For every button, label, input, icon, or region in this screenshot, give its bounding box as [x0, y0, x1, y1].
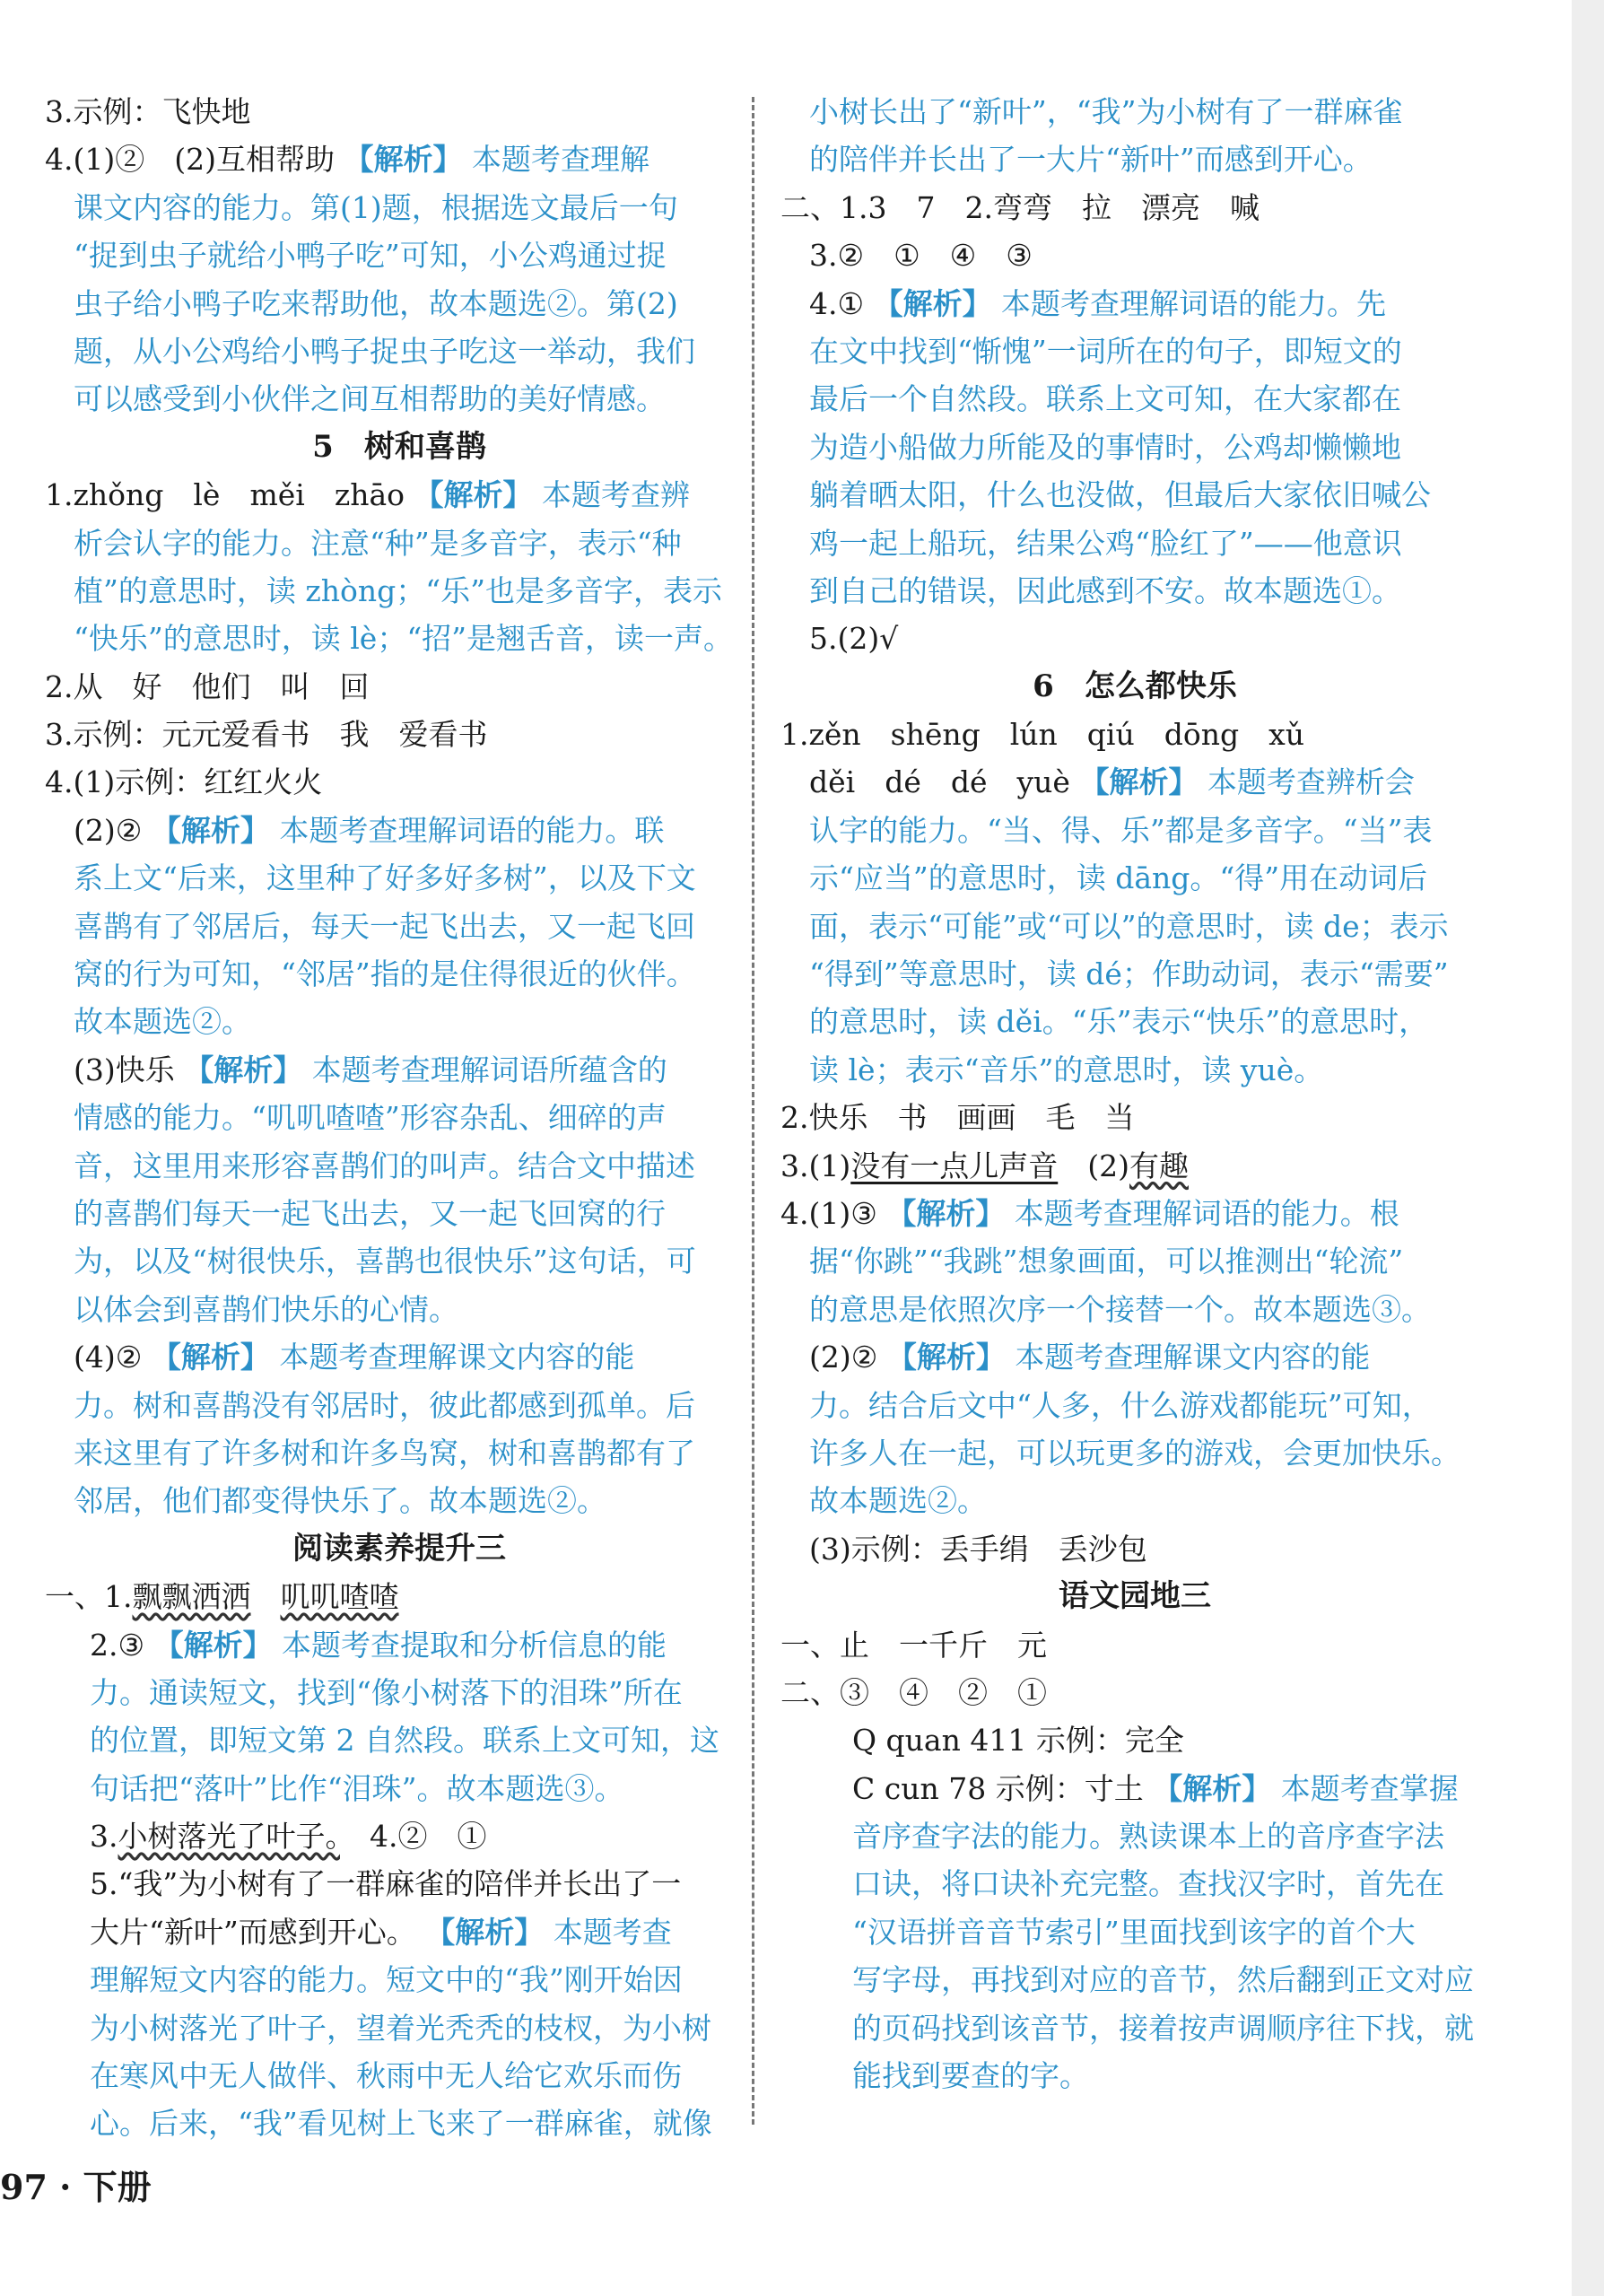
answer-line	[780, 1094, 1489, 1141]
line-text: 在寒风中无人做伴、秋雨中无人给它欢乐而伤	[90, 2058, 682, 2094]
answer-line	[780, 1621, 1489, 1669]
line-text: Q quan 411 示例：完全	[852, 1723, 1184, 1759]
answer-line	[780, 1669, 1489, 1716]
line-text: 力。树和喜鹊没有邻居时，彼此都感到孤单。后	[74, 1387, 695, 1423]
line-text: 的位置，即短文第 2 自然段。联系上文可知，这	[90, 1723, 719, 1759]
line-text: (3)快乐	[74, 1052, 185, 1087]
line-text: 小树长出了“新叶”，“我”为小树有了一群麻雀	[809, 94, 1403, 129]
answer-line	[780, 1477, 1489, 1524]
answer-line	[780, 375, 1489, 423]
answer-line	[45, 375, 754, 423]
answer-line	[780, 280, 1489, 327]
line-text: 本题考查理解课文内容的能	[1005, 1340, 1371, 1375]
answer-line	[45, 1908, 754, 1956]
line-text: 理解短文内容的能力。短文中的“我”刚开始因	[90, 1962, 683, 1998]
answer-line	[780, 1286, 1489, 1333]
line-text: 本题考查辨	[532, 477, 691, 513]
section-title	[45, 423, 754, 471]
line-text: 写字母，再找到对应的音节，然后翻到正文对应	[852, 1962, 1474, 1998]
line-text: 本题考查理解	[462, 142, 649, 178]
line-text: 鸡一起上船玩，结果公鸡“脸红了”——他意识	[809, 525, 1402, 561]
line-text: 小树落光了叶子。	[118, 1819, 340, 1855]
analysis-tag: 【 解析 】	[414, 477, 533, 512]
line-text: 的陪伴并长出了一大片“新叶”而感到开心。	[809, 142, 1373, 178]
line-text: C cun 78 示例：寸土	[852, 1770, 1154, 1806]
answer-line	[780, 135, 1489, 183]
line-text: 大片“新叶”而感到开心。	[90, 1914, 426, 1950]
answer-line	[45, 1094, 754, 1141]
line-text	[251, 1579, 281, 1614]
answer-line	[780, 615, 1489, 662]
line-text: 叽叽喳喳	[280, 1579, 399, 1615]
line-text: 来这里有了许多树和许多鸟窝，树和喜鹊都有了	[74, 1435, 695, 1471]
answer-line	[780, 1908, 1489, 1956]
answer-line	[780, 327, 1489, 375]
analysis-tag: 【 解析 】	[184, 1052, 302, 1087]
line-text: 1.zhǒng lè měi zhāo	[45, 477, 414, 513]
answer-line	[45, 2052, 754, 2100]
line-text: 3.示例：飞快地	[45, 94, 251, 129]
line-text: 窝的行为可知，“邻居”指的是住得很近的伙伴。	[74, 956, 696, 992]
answer-line	[45, 567, 754, 615]
line-text: 示“应当”的意思时，读 dāng。“得”用在动词后	[809, 860, 1428, 896]
answer-line	[45, 807, 754, 854]
line-text: 音，这里用来形容喜鹊们的叫声。结合文中描述	[74, 1148, 695, 1183]
answer-line	[780, 184, 1489, 231]
right-column	[780, 88, 1489, 2100]
answer-line	[45, 1190, 754, 1237]
answer-line	[45, 135, 754, 183]
line-text: 情感的能力。“叽叽喳喳”形容杂乱、细碎的声	[74, 1100, 667, 1136]
line-text: 的意思是依照次序一个接替一个。故本题选③。	[809, 1291, 1431, 1327]
line-text: 力。通读短文，找到“像小树落下的泪珠”所在	[90, 1674, 683, 1710]
answer-line	[45, 1382, 754, 1429]
line-text: 4.(1)③	[780, 1195, 887, 1231]
answer-line	[45, 88, 754, 135]
answer-line	[45, 280, 754, 327]
answer-line	[780, 1525, 1489, 1573]
answer-line	[780, 1333, 1489, 1381]
line-text: 最后一个自然段。联系上文可知，在大家都在	[809, 381, 1401, 417]
line-text: 许多人在一起，可以玩更多的游戏，会更加快乐。	[809, 1435, 1460, 1471]
line-text: “汉语拼音音节索引”里面找到该字的首个大	[852, 1914, 1416, 1950]
analysis-tag: 【 解析 】	[874, 286, 992, 321]
answer-line	[45, 663, 754, 711]
line-text: 喜鹊有了邻居后，每天一起飞出去，又一起飞回	[74, 908, 695, 944]
line-text: 2.快乐 书 画画 毛 当	[780, 1100, 1135, 1136]
line-text: “捉到虫子就给小鸭子吃”可知，小公鸡通过捉	[74, 238, 667, 274]
line-text: 没有一点儿声音	[850, 1148, 1059, 1183]
answer-line	[780, 567, 1489, 615]
answer-line	[780, 854, 1489, 902]
line-text: 本题考查理解词语的能力。根	[1005, 1195, 1399, 1231]
left-column	[45, 88, 754, 2148]
line-text: 课文内容的能力。第(1)题，根据选文最后一句	[74, 189, 678, 225]
line-text: 在文中找到“惭愧”一词所在的句子，即短文的	[809, 333, 1402, 369]
answer-line	[780, 1429, 1489, 1477]
line-text: 为造小船做力所能及的事情时，公鸡却懒懒地	[809, 429, 1401, 465]
line-text: 4.(1)示例：红红火火	[45, 764, 323, 800]
answer-line	[780, 88, 1489, 135]
page-edge-shadow	[1572, 0, 1604, 2296]
line-text: 读 lè；表示“音乐”的意思时，读 yuè。	[809, 1052, 1324, 1087]
line-text: 3.示例：元元爱看书 我 爱看书	[45, 717, 488, 753]
line-text: 本题考查理解词语的能力。先	[991, 285, 1387, 321]
answer-line	[45, 231, 754, 279]
answer-line	[45, 1046, 754, 1094]
line-text: 力。结合后文中“人多，什么游戏都能玩”可知，	[809, 1387, 1432, 1423]
answer-line	[780, 1716, 1489, 1764]
answer-line	[45, 1573, 754, 1620]
line-text: 4.①	[809, 285, 874, 321]
answer-line	[45, 1286, 754, 1333]
answer-line	[780, 231, 1489, 279]
answer-line	[780, 1765, 1489, 1812]
answer-line	[780, 998, 1489, 1045]
line-text: 4.(1)② (2)互相帮助	[45, 142, 344, 178]
answer-line	[780, 423, 1489, 471]
answer-line	[45, 711, 754, 758]
line-text: 4.② ①	[340, 1819, 487, 1855]
answer-line	[780, 1190, 1489, 1237]
line-text: 的页码找到该音节，接着按声调顺序往下找，就	[852, 2010, 1474, 2046]
answer-line	[45, 2100, 754, 2147]
line-text: 二、③ ④ ② ①	[780, 1674, 1047, 1710]
line-text: 析会认字的能力。注意“种”是多音字，表示“种	[74, 525, 682, 561]
line-text: 5.(2)√	[809, 621, 899, 657]
line-text: 虫子给小鸭子吃来帮助他，故本题选②。第(2)	[74, 285, 678, 321]
line-text: 的意思时，读 děi。“乐”表示“快乐”的意思时，	[809, 1004, 1429, 1040]
answer-line	[780, 519, 1489, 567]
answer-line	[45, 327, 754, 375]
line-text: 有趣	[1129, 1148, 1189, 1183]
line-text: 的喜鹊们每天一起飞出去，又一起飞回窝的行	[74, 1195, 666, 1231]
line-text: 面，表示“可能”或“可以”的意思时，读 de；表示	[809, 908, 1449, 944]
section-title	[780, 663, 1489, 711]
line-text: 认字的能力。“当、得、乐”都是多音字。“当”表	[809, 812, 1433, 848]
answer-line	[780, 1046, 1489, 1094]
answer-line	[45, 1956, 754, 2004]
line-text: děi dé dé yuè	[809, 764, 1080, 800]
line-text: 题，从小公鸡给小鸭子捉虫子吃这一举动，我们	[74, 333, 695, 369]
line-text: 5.“我”为小树有了一群麻雀的陪伴并长出了一	[90, 1866, 682, 1902]
line-text: 心。后来，“我”看见树上飞来了一群麻雀，就像	[90, 2106, 712, 2142]
answer-line	[780, 758, 1489, 806]
answer-line	[45, 471, 754, 519]
answer-line	[45, 1142, 754, 1190]
answer-line	[780, 711, 1489, 758]
line-text: 邻居，他们都变得快乐了。故本题选②。	[74, 1483, 606, 1519]
line-text: 二、1.3 7 2.弯弯 拉 漂亮 喊	[780, 189, 1260, 225]
section-title	[45, 1525, 754, 1573]
answer-line	[780, 1142, 1489, 1190]
answer-line	[45, 1860, 754, 1908]
line-text: 阅读素养提升三	[292, 1530, 506, 1567]
answer-line	[45, 1669, 754, 1716]
line-text: 本题考查提取和分析信息的能	[272, 1627, 667, 1663]
answer-line	[45, 1716, 754, 1764]
answer-line	[780, 471, 1489, 519]
line-text: 音序查字法的能力。熟读课本上的音序查字法	[852, 1819, 1444, 1855]
analysis-tag: 【 解析 】	[886, 1196, 1005, 1231]
answer-line	[780, 1956, 1489, 2004]
line-text: 1.zěn shēng lún qiú dōng xǔ	[780, 717, 1304, 753]
line-text: 5 树和喜鹊	[312, 428, 486, 465]
line-text: 3.(1)	[780, 1148, 851, 1183]
line-text: 为小树落光了叶子，望着光秃秃的枝杈，为小树	[90, 2010, 711, 2046]
line-text: 2.③	[90, 1627, 154, 1663]
analysis-tag: 【 解析 】	[1079, 764, 1198, 799]
line-text: (2)②	[809, 1340, 887, 1375]
page-footer: 97 · 下册	[0, 2167, 152, 2207]
line-text: 2.从 好 他们 叫 回	[45, 668, 370, 704]
line-text: 以体会到喜鹊们快乐的心情。	[74, 1291, 458, 1327]
answer-line	[45, 184, 754, 231]
line-text: 6 怎么都快乐	[1033, 668, 1237, 704]
answer-line	[45, 2004, 754, 2052]
answer-line	[45, 1621, 754, 1669]
line-text: 一、止 一千斤 元	[780, 1627, 1047, 1663]
answer-line	[780, 1812, 1489, 1860]
line-text: “得到”等意思时，读 dé；作助动词，表示“需要”	[809, 956, 1449, 992]
answer-line	[780, 1382, 1489, 1429]
answer-line	[45, 1812, 754, 1860]
line-text: 据“你跳”“我跳”想象画面，可以推测出“轮流”	[809, 1244, 1404, 1279]
answer-line	[45, 1765, 754, 1812]
answer-line	[780, 950, 1489, 998]
line-text: 系上文“后来，这里种了好多好多树”，以及下文	[74, 860, 696, 896]
answer-line	[45, 519, 754, 567]
line-text: 语文园地三	[1059, 1578, 1211, 1615]
answer-line	[45, 1237, 754, 1285]
line-text: 躺着晒太阳，什么也没做，但最后大家依旧喊公	[809, 477, 1431, 513]
line-text: (2)	[1058, 1148, 1129, 1183]
analysis-tag: 【 解析 】	[152, 813, 270, 848]
analysis-tag: 【 解析 】	[154, 1628, 273, 1663]
line-text: 本题考查	[544, 1914, 672, 1950]
analysis-tag: 【 解析 】	[1153, 1771, 1271, 1806]
line-text: 故本题选②。	[74, 1004, 251, 1040]
line-text: 本题考查理解课文内容的能	[269, 1340, 635, 1375]
analysis-tag: 【 解析 】	[425, 1915, 544, 1950]
answer-line	[45, 1429, 754, 1477]
line-text: 为，以及“树很快乐，喜鹊也很快乐”这句话，可	[74, 1244, 696, 1279]
line-text: 本题考查理解词语的能力。联	[269, 812, 665, 848]
answer-line	[45, 950, 754, 998]
answer-line	[780, 903, 1489, 950]
analysis-tag: 【 解析 】	[152, 1340, 270, 1375]
answer-line	[45, 615, 754, 662]
answer-line	[780, 1860, 1489, 1908]
line-text: 一、1.	[45, 1579, 133, 1615]
line-text: 本题考查掌握	[1271, 1770, 1459, 1806]
line-text: 本题考查辨析会	[1198, 764, 1415, 800]
answer-line	[780, 1237, 1489, 1285]
answer-line	[45, 903, 754, 950]
answer-line	[780, 2004, 1489, 2052]
line-text: 飘飘洒洒	[132, 1579, 251, 1615]
analysis-tag: 【 解析 】	[344, 142, 462, 177]
answer-line	[45, 998, 754, 1045]
line-text: (4)②	[74, 1340, 152, 1375]
line-text: 故本题选②。	[809, 1483, 987, 1519]
answer-line	[45, 854, 754, 902]
line-text: 可以感受到小伙伴之间互相帮助的美好情感。	[74, 381, 666, 417]
line-text: 本题考查理解词语所蕴含的	[302, 1052, 667, 1087]
column-divider	[752, 97, 754, 2125]
line-text: 能找到要查的字。	[852, 2058, 1089, 2094]
line-text: “快乐”的意思时，读 lè；“招”是翘舌音，读一声。	[74, 621, 734, 657]
line-text: 植”的意思时，读 zhòng；“乐”也是多音字，表示	[74, 572, 722, 608]
line-text: (3)示例：丢手绢 丢沙包	[809, 1531, 1147, 1567]
line-text: 3.	[90, 1819, 118, 1855]
answer-line	[780, 2052, 1489, 2100]
section-title	[780, 1573, 1489, 1620]
analysis-tag: 【 解析 】	[887, 1340, 1006, 1375]
line-text: 3.② ① ④ ③	[809, 238, 1033, 274]
answer-line	[45, 1477, 754, 1524]
line-text: 到自己的错误，因此感到不安。故本题选①。	[809, 572, 1401, 608]
line-text: 口诀，将口诀补充完整。查找汉字时，首先在	[852, 1866, 1444, 1902]
line-text: 句话把“落叶”比作“泪珠”。故本题选③。	[90, 1770, 624, 1806]
answer-line	[45, 758, 754, 806]
line-text: (2)②	[74, 812, 152, 848]
answer-line	[780, 807, 1489, 854]
answer-line	[45, 1333, 754, 1381]
